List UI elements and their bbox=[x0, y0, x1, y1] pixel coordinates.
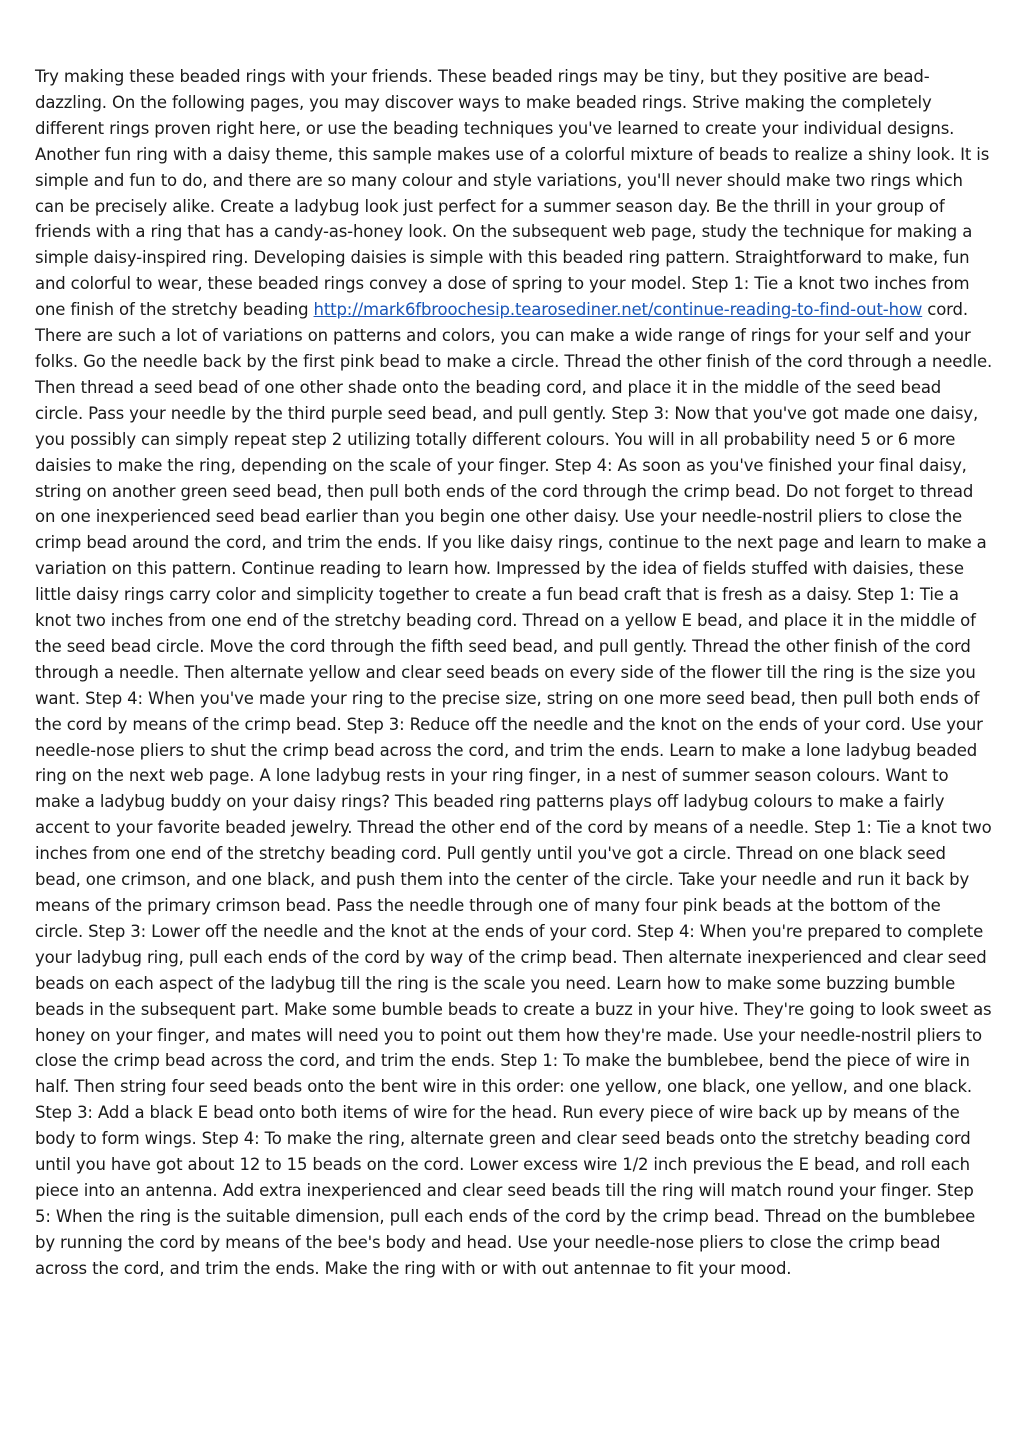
inline-link[interactable]: http://mark6fbroochesip.tearosediner.net/continue-reading-to-find-out-how bbox=[313, 300, 923, 320]
paragraph-text-after-link: cord. There are such a lot of variations on patterns and colors, you can make a wide range of rings for your self and your folks. Go the needle back by the first pink bead to make a circle. Thread the other finish of the cord through a needle. Then thread a seed bead of one other shade onto the beading cord, and place it in the middle of the seed bead circle. Pass your needle by the third purple seed bead, and pull gently. Step 3: Now that you've got made one daisy, you possibly can simply repeat step 2 utilizing totally different colours. You will in all probability need 5 or 6 more daisies to make the ring, depending on the scale of your finger. Step 4: As soon as you've finished your final daisy, string on another green seed bead, then pull both ends of the cord through the crimp bead. Do not forget to thread on one inexperienced seed bead earlier than you begin one other daisy. Use your needle-nostril pliers to close the crimp bead around the cord, and trim the ends. If you like daisy rings, continue to the next page and learn to make a variation on this pattern. Continue reading to learn how. Impressed by the idea of fields stuffed with daisies, these little daisy rings carry color and simplicity together to create a fun bead craft that is fresh as a daisy. Step 1: Tie a knot two inches from one end of the stretchy beading cord. Thread on a yellow E bead, and place it in the middle of the seed bead circle. Move the cord through the fifth seed bead, and pull gently. Thread the other finish of the cord through a needle. Then alternate yellow and clear seed beads on every side of the flower till the ring is the size you want. Step 4: When you've made your ring to the precise size, string on one more seed bead, then pull both ends of the cord by means of the crimp bead. Step 3: Reduce off the needle and the knot on the ends of your cord. Use your needle-nose pliers to shut the crimp bead across the cord, and trim the ends. Learn to make a lone ladybug beaded ring on the next web page. A lone ladybug rests in your ring finger, in a nest of summer season colours. Want to make a ladybug buddy on your daisy rings? This beaded ring patterns plays off ladybug colours to make a fairly accent to your favorite beaded jewelry. Thread the other end of the cord by means of a needle. Step 1: Tie a knot two inches from one end of the stretchy beading cord. Pull gently until you've got a circle. Thread on one black seed bead, one crimson, and one black, and push them into the center of the circle. Take your needle and run it back by means of the primary crimson bead. Pass the needle through one of many four pink beads at the bottom of the circle. Step 3: Lower off the needle and the knot at the ends of your cord. Step 4: When you're prepared to complete your ladybug ring, pull each ends of the cord by way of the crimp bead. Then alternate inexperienced and clear seed beads on each aspect of the ladybug till the ring is the scale you need. Learn how to make some buzzing bumble beads in the subsequent part. Make some bumble beads to create a buzz in your hive. They're going to look sweet as honey on your finger, and mates will need you to point out them how they're made. Use your needle-nostril pliers to close the crimp bead across the cord, and trim the ends. Step 1: To make the bumblebee, bend the piece of wire in half. Then string four seed beads onto the bent wire in this order: one yellow, one black, one yellow, and one black. Step 3: Add a black E bead onto both items of wire for the head. Run every piece of wire back up by means of the body to form wings. Step 4: To make the ring, alternate green and clear seed beads onto the stretchy beading cord until you have got about 12 to 15 beads on the cord. Lower excess wire 1/2 inch previous the E bead, and roll each piece into an antenna. Add extra inexperienced and clear seed beads till the ring will match round your finger. Step 5: When the ring is the suitable dimension, pull each ends of the cord by the crimp bead. Thread on the bumblebee by running the cord by means of the bee's body and head. Use your needle-nose pliers to close the crimp bead across the cord, and trim the ends. Make the ring with or with out antennae to fit your mood. bbox=[35, 300, 993, 1278]
body-paragraph bbox=[35, 64, 993, 1282]
document-body bbox=[35, 64, 993, 1282]
paragraph-text-before-link: Try making these beaded rings with your friends. These beaded rings may be tiny, but they positive are bead-dazzling. On the following pages, you may discover ways to make beaded rings. Strive making the completely different rings proven right here, or use the beading techniques you've learned to create your individual designs. Another fun ring with a daisy theme, this sample makes use of a colorful mixture of beads to realize a shiny look. It is simple and fun to do, and there are so many colour and style variations, you'll never should make two rings which can be precisely alike. Create a ladybug look just perfect for a summer season day. Be the thrill in your group of friends with a ring that has a candy-as-honey look. On the subsequent web page, study the technique for making a simple daisy-inspired ring. Developing daisies is simple with this beaded ring pattern. Straightforward to make, fun and colorful to wear, these beaded rings convey a dose of spring to your model. Step 1: Tie a knot two inches from one finish of the stretchy beading bbox=[35, 67, 990, 320]
